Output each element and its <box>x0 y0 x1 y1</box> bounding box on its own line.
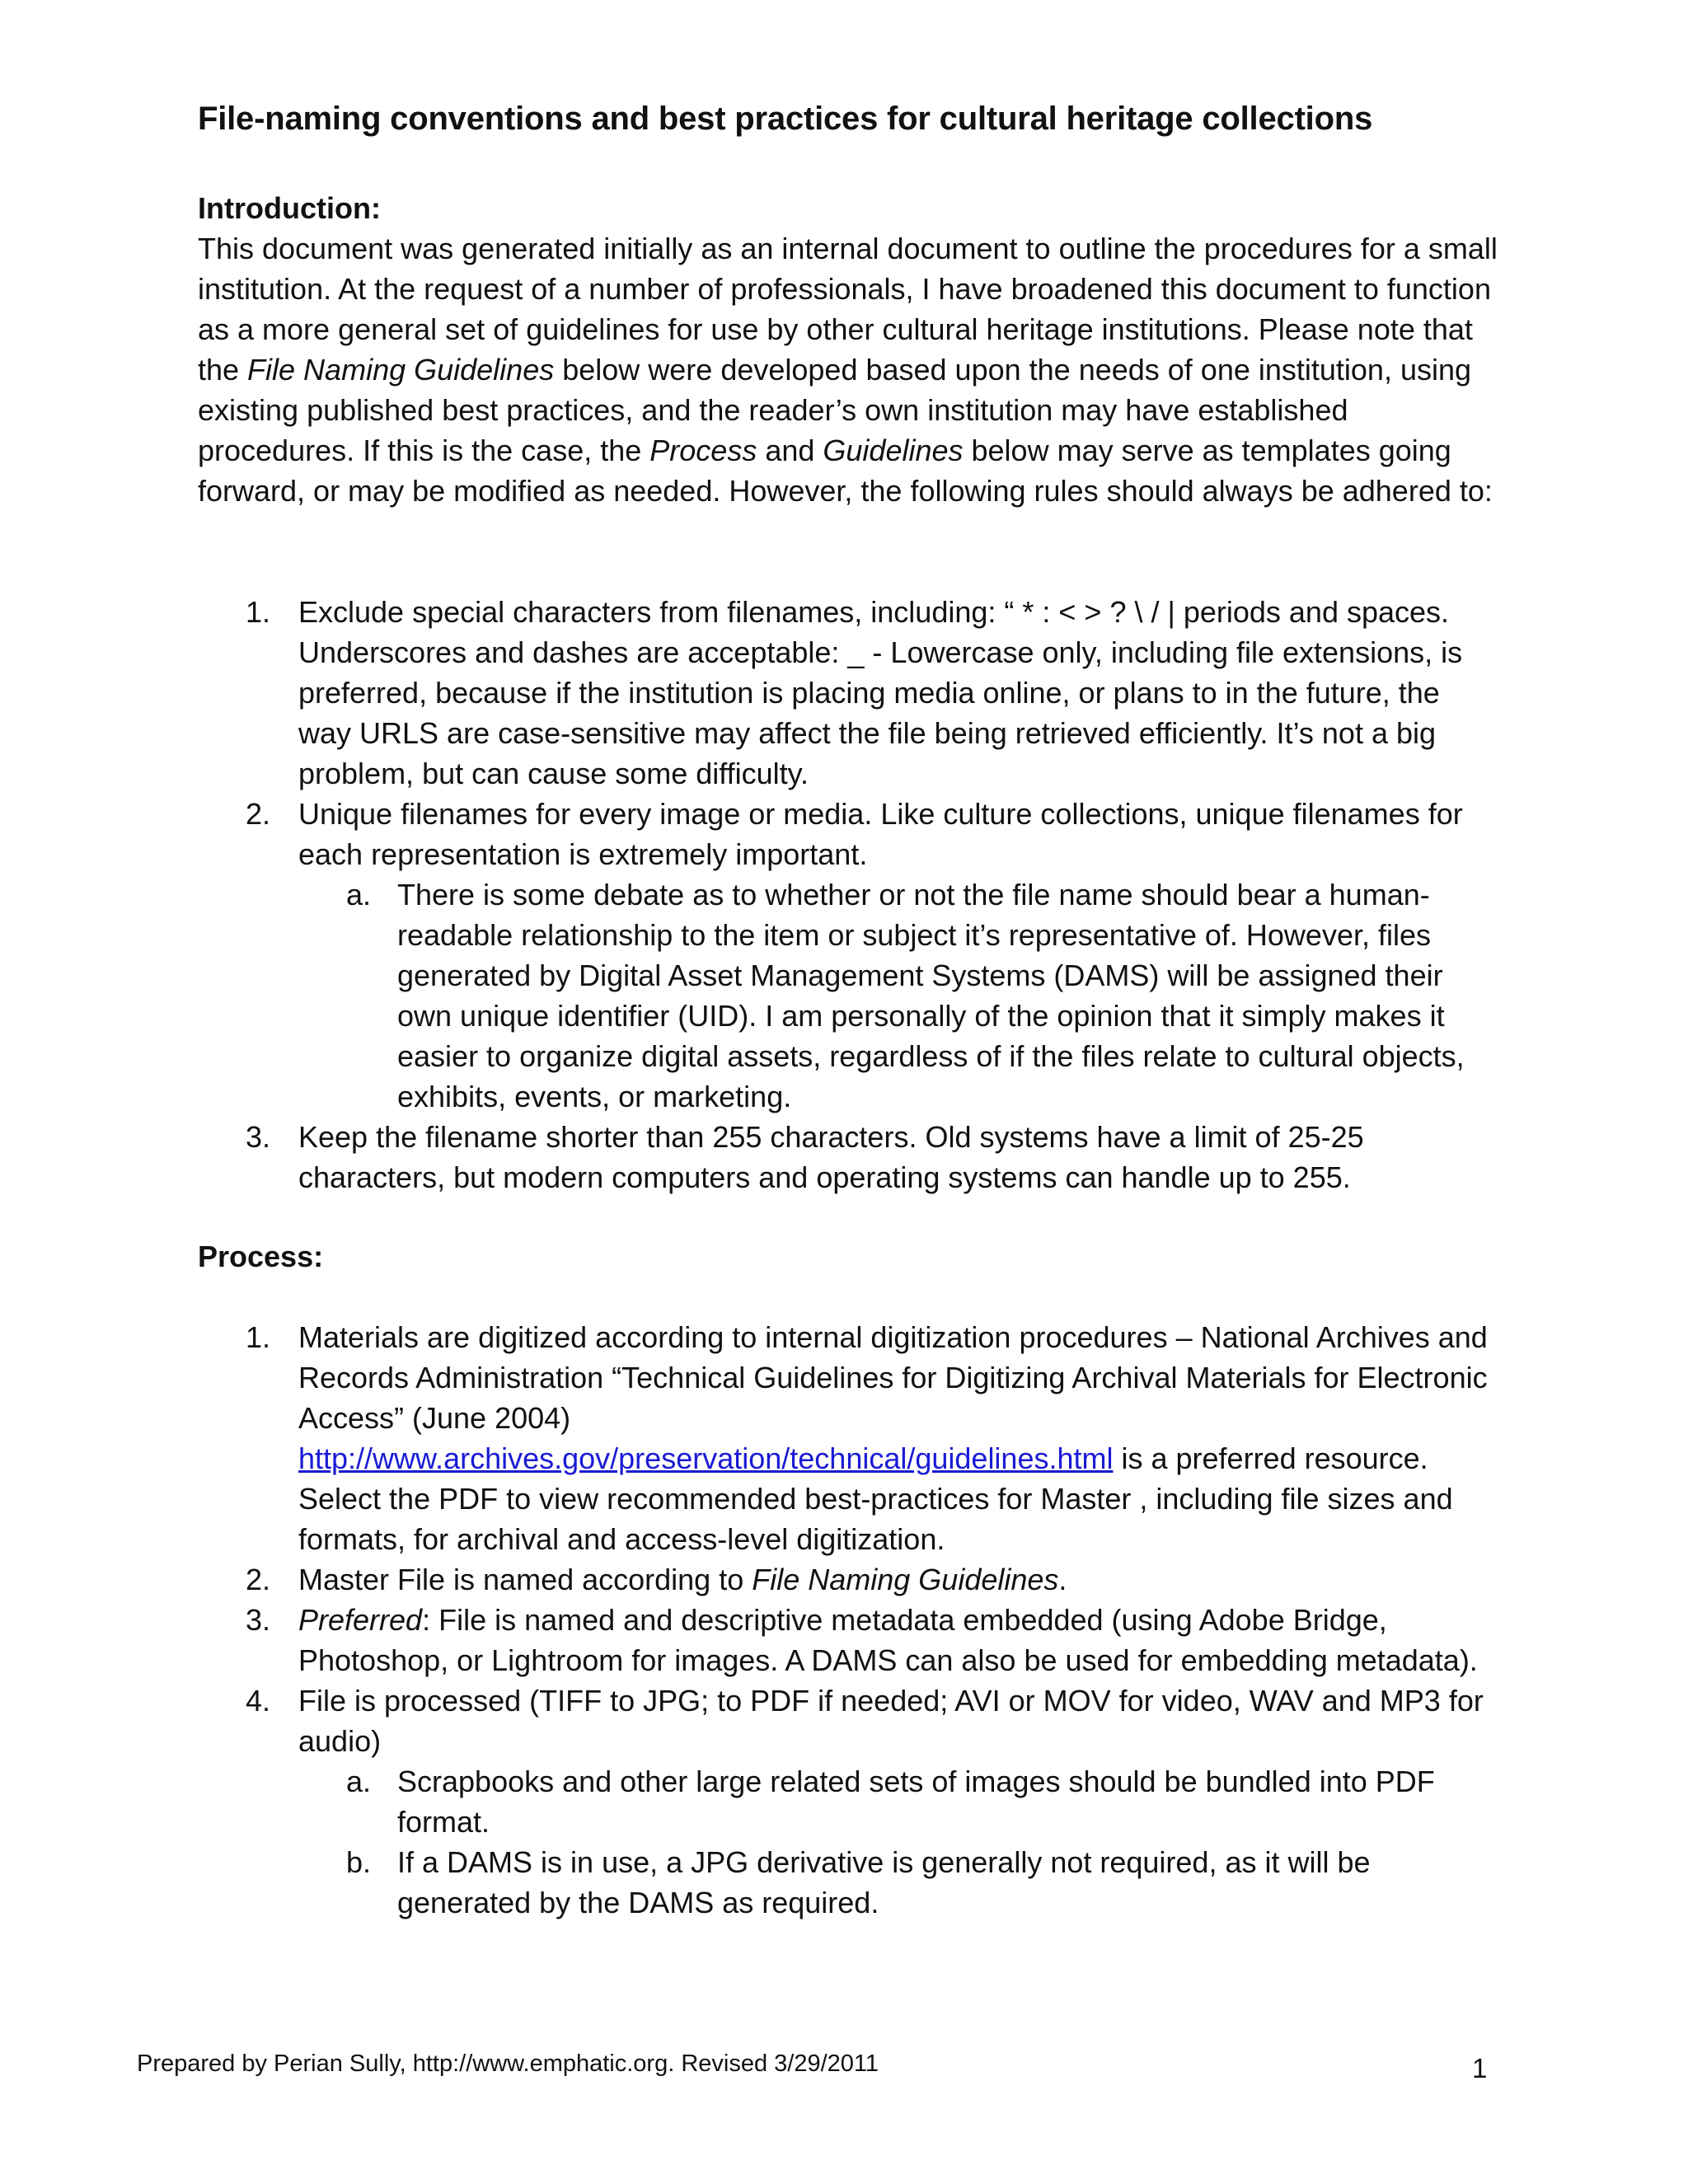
introduction-heading: Introduction: <box>198 191 381 225</box>
process-heading: Process: <box>198 1240 324 1273</box>
list-item <box>198 592 1500 794</box>
list-item-text: Exclude special characters from filenames, including: “ * : < > ? \ / | periods and spaces. Underscores and dashes are acceptable: _ - Lowercase only, including file extensions, is preferred, because if the institution is placing media online, or plans to in the future, the way URLS are case-sensitive may affect the file being retrieved efficiently. It’s not a big problem, but can cause some difficulty. <box>298 595 1463 790</box>
sub-list-item: a. Scrapbooks and other large related sets of images should be bundled into PDF format. <box>198 1761 1500 1842</box>
list-item-number: 1. <box>246 595 271 629</box>
list-item <box>198 1117 1500 1197</box>
file-naming-guidelines-emphasis: File Naming Guidelines <box>247 353 555 387</box>
introduction-section <box>198 188 1500 511</box>
list-item-number: 3. <box>246 1120 271 1154</box>
page-number: 1 <box>1472 2053 1488 2083</box>
list-item-number: 2. <box>246 1563 271 1596</box>
list-item: 2. Master File is named according to File Naming Guidelines. <box>198 1559 1500 1600</box>
sub-list-item-letter: b. <box>346 1845 372 1879</box>
page-footer: Prepared by Perian Sully, http://www.emphatic.org. Revised 3/29/2011 <box>137 2050 879 2077</box>
list-item-number: 2. <box>246 797 271 831</box>
introduction-paragraph: This document was generated initially as an internal document to outline the procedures for a small institution. At the request of a number of professionals, I have broadened this document to function as a more general set of guidelines for use by other cultural heritage institutions. Please note that the File Naming Guidelines below were developed based upon the needs of one institution, using existing published best practices, and the reader’s own institution may have established procedures. If this is the case, the Process and Guidelines below may serve as templates going forward, or may be modified as needed. However, the following rules should always be adhered to: <box>198 232 1498 508</box>
list-item: 4. File is processed (TIFF to JPG; to PDF if needed; AVI or MOV for video, WAV and MP3 for audio) a. Scrapbooks and other large related sets of images should be bundled into PDF format. b. If a DAMS is in use, a JPG derivative is generally not required, as it will be generated by the DAMS as required. <box>198 1680 1500 1923</box>
process-emphasis: Process <box>649 434 757 467</box>
list-item-number: 1. <box>246 1320 271 1354</box>
list-item: 3. Preferred: File is named and descriptive metadata embedded (using Adobe Bridge, Photoshop, or Lightroom for images. A DAMS can also be used for embedding metadata). <box>198 1600 1500 1680</box>
sub-list-item-text: There is some debate as to whether or not the file name should bear a human-readable relationship to the item or subject it’s representative of. However, files generated by Digital Asset Management Systems (DAMS) will be assigned their own unique identifier (UID). I am personally of the opinion that it simply makes it easier to organize digital assets, regardless of if the files relate to cultural objects, exhibits, events, or marketing. <box>397 878 1465 1113</box>
sub-list-item <box>198 874 1500 1117</box>
list-item-text: Keep the filename shorter than 255 characters. Old systems have a limit of 25-25 characters, but modern computers and operating systems can handle up to 255. <box>298 1120 1364 1194</box>
nara-guidelines-link[interactable]: http://www.archives.gov/preservation/technical/guidelines.html <box>298 1441 1114 1475</box>
process-list <box>198 1317 1500 1923</box>
sub-list-item: b. If a DAMS is in use, a JPG derivative is generally not required, as it will be generated by the DAMS as required. <box>198 1842 1500 1923</box>
page-title: File-naming conventions and best practices for cultural heritage collections <box>198 101 1373 137</box>
rules-list <box>198 592 1500 1197</box>
guidelines-emphasis: Guidelines <box>823 434 964 467</box>
list-item-number: 4. <box>246 1684 271 1718</box>
sub-list-item-letter: a. <box>346 1765 372 1798</box>
list-item: 1. Materials are digitized according to internal digitization procedures – National Archives and Records Administration “Technical Guidelines for Digitizing Archival Materials for Electronic Access” (June 2004) http://www.archives.gov/preservation/technical/guidelines.html is a preferred resource. Select the PDF to view recommended best-practices for Master , including file sizes and formats, for archival and access-level digitization. <box>198 1317 1500 1559</box>
sub-list-item-letter: a. <box>346 878 372 912</box>
list-item-number: 3. <box>246 1603 271 1637</box>
list-item-text: Unique filenames for every image or media. Like culture collections, unique filenames for each representation is extremely important. <box>298 797 1463 871</box>
list-item <box>198 794 1500 1117</box>
